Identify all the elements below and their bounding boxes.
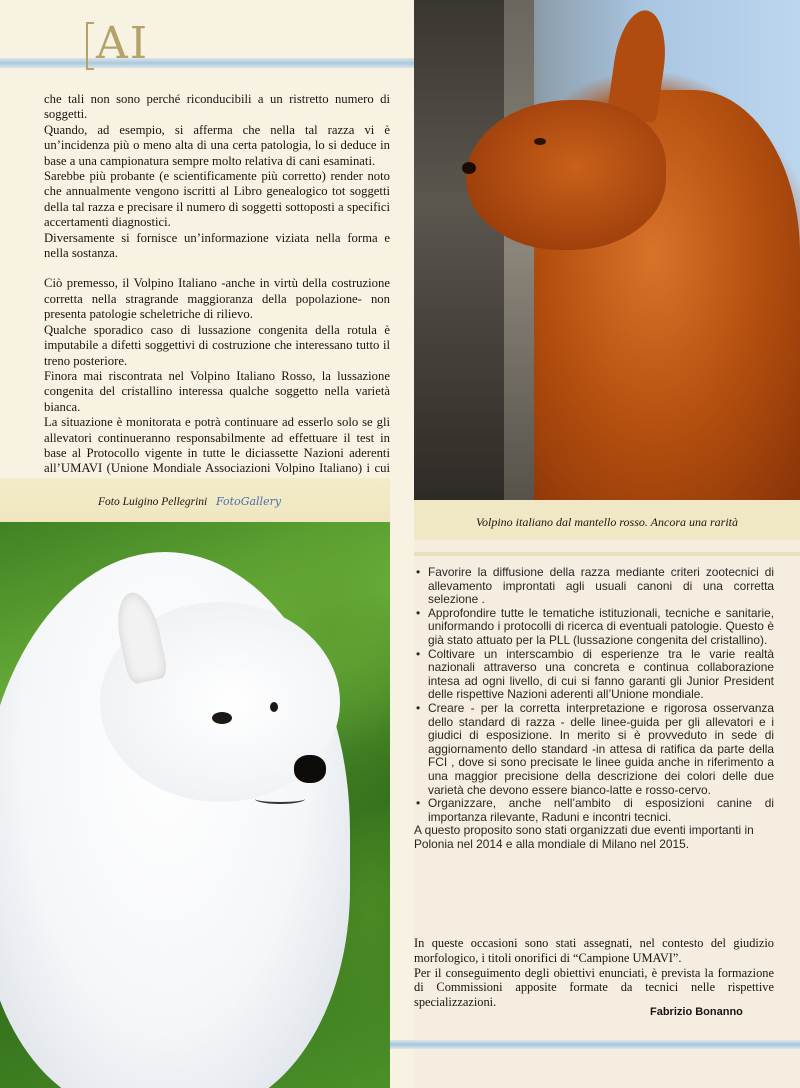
- intro-paragraph: Sarebbe più probante (e scientificamente più corretto) render noto che annualmente vengono iscritti al Libro genealogico tot soggetti della tal razza e precisare il numero di soggetti sottoposti a specifici accertamenti diagnostici.: [44, 169, 390, 230]
- white-dog-eye: [212, 712, 232, 724]
- intro-paragraph: Finora mai riscontrata nel Volpino Italiano Rosso, la lussazione congenita del cristallino interessa qualche soggetto nella varietà bianca.: [44, 368, 390, 414]
- stone-wall: [414, 0, 504, 500]
- closing-text: [414, 936, 774, 1010]
- author-signature: Fabrizio Bonanno: [650, 1006, 743, 1018]
- stone-pillar: [504, 0, 534, 500]
- list-item: • Approfondire tutte le tematiche istituzionali, tecniche e sanitarie, uniformando i protocolli di ricerca di eventuali patologie. Questo è già stato attuato per la PLL (lussazione congenita del cristallino).: [414, 607, 774, 648]
- intro-paragraph: Ciò premesso, il Volpino Italiano -anche in virtù della costruzione corretta nella stragrande maggioranza della popolazione- non presenta patologie scheletriche di rilievo.: [44, 276, 390, 322]
- intro-paragraph: Quando, ad esempio, si afferma che nella tal razza vi è un’incidenza più o meno alta di una certa patologia, lo si deduce in base a una campionatura sempre molto relativa di cani esaminati.: [44, 122, 390, 168]
- intro-text-block: [44, 92, 390, 492]
- aims-list: [414, 566, 774, 824]
- red-dog-eye: [534, 138, 546, 145]
- red-dog-head: [466, 100, 666, 250]
- closing-paragraph: In queste occasioni sono stati assegnati, nel contesto del giudizio morfologico, i titoli onorifici di “Campione UMAVI”.: [414, 936, 774, 965]
- list-followup: A questo proposito sono stati organizzati due eventi importanti in Polonia nel 2014 e alla mondiale di Milano nel 2015.: [414, 823, 754, 851]
- list-item: • Creare - per la corretta interpretazione e rigorosa osservanza dello standard di razza - delle linee-guida per gli allevatori e i giudici di esposizione. In merito si è provveduto in sede di aggiornamento dello standard -in attesa di ratifica da parte della FCI , dove si sono precisate le linee guida anche in riferimento a una maggior precisione della descrizione dei colori delle due varietà che devono essere bianco-latte e rosso-cervo.: [414, 702, 774, 797]
- list-item: • Favorire la diffusione della razza mediante criteri zootecnici di allevamento improntati agli usuali canoni di una corretta selezione .: [414, 566, 774, 607]
- red-volpino-photo: [414, 0, 800, 500]
- list-item: • Organizzare, anche nell’ambito di esposizioni canine di importanza rilevante, Raduni e incontri tecnici.: [414, 797, 774, 824]
- closing-paragraph: Per il conseguimento degli obiettivi enunciati, è prevista la formazione di Commissioni apposite formate da tecnici nelle rispettive specializzazioni.: [414, 965, 774, 1010]
- white-volpino-photo: [0, 512, 390, 1088]
- left-photo-caption: [0, 478, 390, 522]
- white-dog-mouth: [255, 794, 305, 804]
- logo-text: AI: [96, 18, 150, 69]
- right-divider: [414, 552, 800, 556]
- header-blue-band: [0, 58, 414, 68]
- intro-paragraph: Qualche sporadico caso di lussazione congenita della rotula è imputabile a difetti soggettivi di costruzione che interessano tutto il treno posteriore.: [44, 322, 390, 368]
- intro-paragraph: Diversamente si fornisce un’informazione viziata nella forma e nella sostanza.: [44, 230, 390, 261]
- footer-blue-band: [390, 1040, 800, 1049]
- logo-bracket-icon: [86, 22, 94, 70]
- aims-list-block: [414, 566, 774, 851]
- white-dog-eye-far: [270, 702, 278, 712]
- magazine-logo: [86, 18, 150, 70]
- right-caption-text: Volpino italiano dal mantello rosso. Ancora una rarità: [475, 515, 738, 529]
- list-item: • Coltivare un interscambio di esperienze tra le varie realtà nazionali attraverso una concreta e continua collaborazione intesa ad ogni livello, di cui si fanno garanti gli Junior President delle rispettive Nazioni aderenti all’Unione mondiale.: [414, 648, 774, 702]
- photo-gallery-brand: FotoGallery: [216, 495, 282, 508]
- paragraph-gap: [44, 261, 390, 276]
- white-dog-nose: [294, 755, 326, 783]
- intro-paragraph: La situazione è monitorata e potrà continuare ad esserlo solo se gli allevatori continueranno responsabilmente ad effettuare il test in base al Protocollo vigente in tutte le diciassette Nazioni aderenti all’UMAVI (Unione Mondiale Associazioni Volpino Italiano) i cui: [44, 415, 390, 476]
- intro-paragraph: che tali non sono perché riconducibili a un ristretto numero di soggetti.: [44, 92, 390, 122]
- right-photo-caption: [414, 500, 800, 540]
- photo-credit: Foto Luigino Pellegrini: [98, 496, 208, 508]
- red-dog-nose: [462, 162, 476, 174]
